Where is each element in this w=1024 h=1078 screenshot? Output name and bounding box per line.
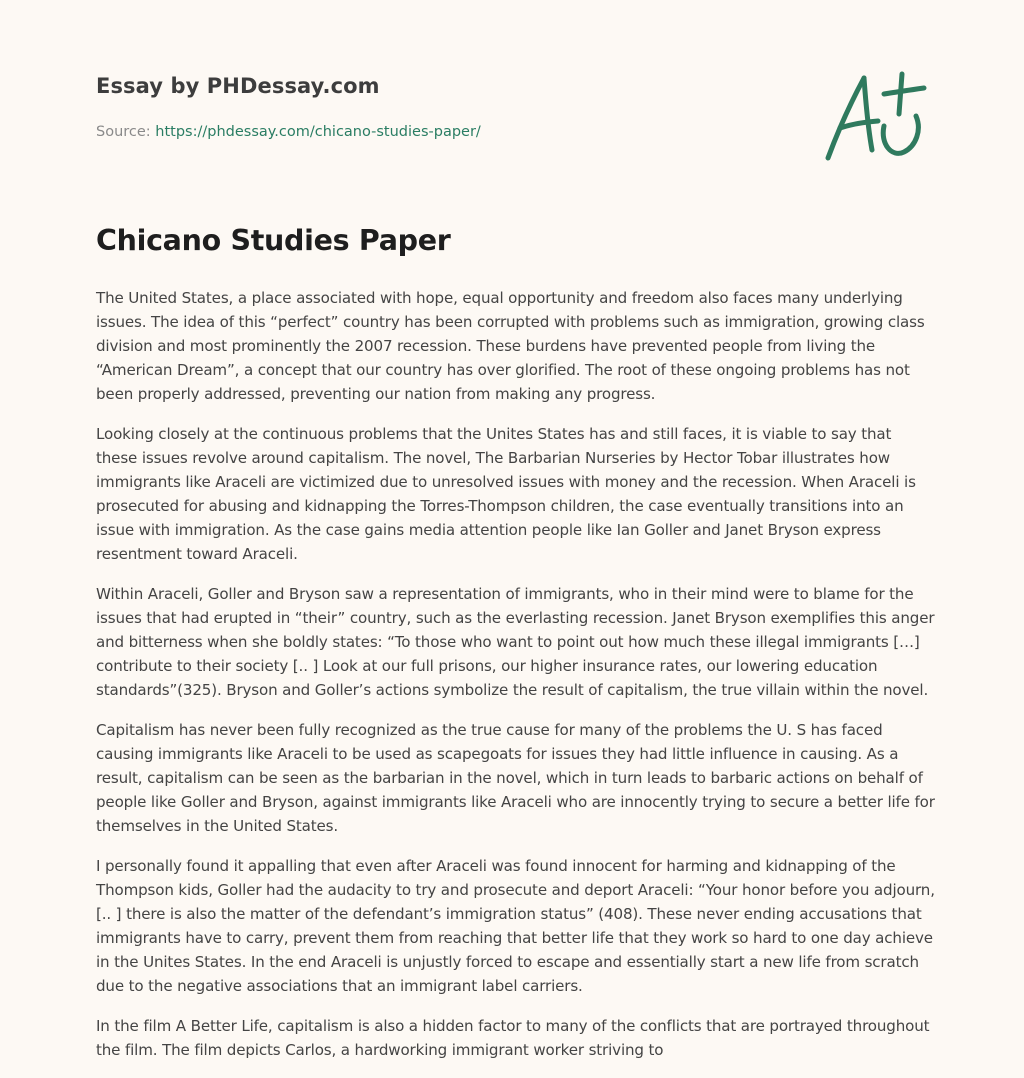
essay-paragraph: Within Araceli, Goller and Bryson saw a representation of immigrants, who in their mind were to blame for the issues that had erupted in “their” country, such as the everlasting recession. Janet Bryson exemplifies this anger and bitterness when she boldly states: “To those who want to point out how much these illegal immigrants […] contribute to their society [.. ] Look at our full prisons, our higher insurance rates, our lowering education standards”(325). Bryson and Goller’s actions symbolize the result of capitalism, the true villain within the novel. (96, 585, 935, 699)
source-line (96, 124, 481, 140)
essay-paragraph: Looking closely at the continuous problems that the Unites States has and still faces, it is viable to say that these issues revolve around capitalism. The novel, The Barbarian Nurseries by Hector Tobar illustrates how immigrants like Araceli are victimized due to unresolved issues with money and the recession. When Araceli is prosecuted for abusing and kidnapping the Torres-Thompson children, the case eventually transitions into an issue with immigration. As the case gains media attention people like Ian Goller and Janet Bryson express resentment toward Araceli. (96, 425, 916, 563)
essay-paragraph: In the film A Better Life, capitalism is also a hidden factor to many of the conflicts that are portrayed throughout the film. The film depicts Carlos, a hardworking immigrant worker striving to (96, 1017, 930, 1059)
site-header (96, 74, 380, 98)
a-plus-logo-icon (820, 66, 930, 166)
page-title: Chicano Studies Paper (96, 224, 451, 257)
essay-paragraph: Capitalism has never been fully recognized as the true cause for many of the problems the U. S has faced causing immigrants like Araceli to be used as scapegoats for issues they had little influence in causing. As a result, capitalism can be seen as the barbarian in the novel, which in turn leads to barbaric actions on behalf of people like Goller and Bryson, against immigrants like Araceli who are innocently trying to secure a better life for themselves in the United States. (96, 721, 935, 835)
source-label: Source: (96, 124, 151, 140)
brand-title: Essay by PHDessay.com (96, 74, 380, 98)
essay-paragraph: The United States, a place associated with hope, equal opportunity and freedom also faces many underlying issues. The idea of this “perfect” country has been corrupted with problems such as immigration, growing class division and most prominently the 2007 recession. These burdens have prevented people from living the “American Dream”, a concept that our country has over glorified. The root of these ongoing problems has not been properly addressed, preventing our nation from making any progress. (96, 289, 925, 403)
source-link[interactable]: https://phdessay.com/chicano-studies-paper/ (155, 124, 481, 140)
essay-paragraph: I personally found it appalling that even after Araceli was found innocent for harming and kidnapping of the Thompson kids, Goller had the audacity to try and prosecute and deport Araceli: “Your honor before you adjourn, [.. ] there is also the matter of the defendant’s immigration status” (408). These never ending accusations that immigrants have to carry, prevent them from reaching that better life that they work so hard to one day achieve in the Unites States. In the end Araceli is unjustly forced to escape and essentially start a new life from scratch due to the negative associations that an immigrant label carriers. (96, 857, 935, 995)
essay-body (96, 286, 936, 1078)
